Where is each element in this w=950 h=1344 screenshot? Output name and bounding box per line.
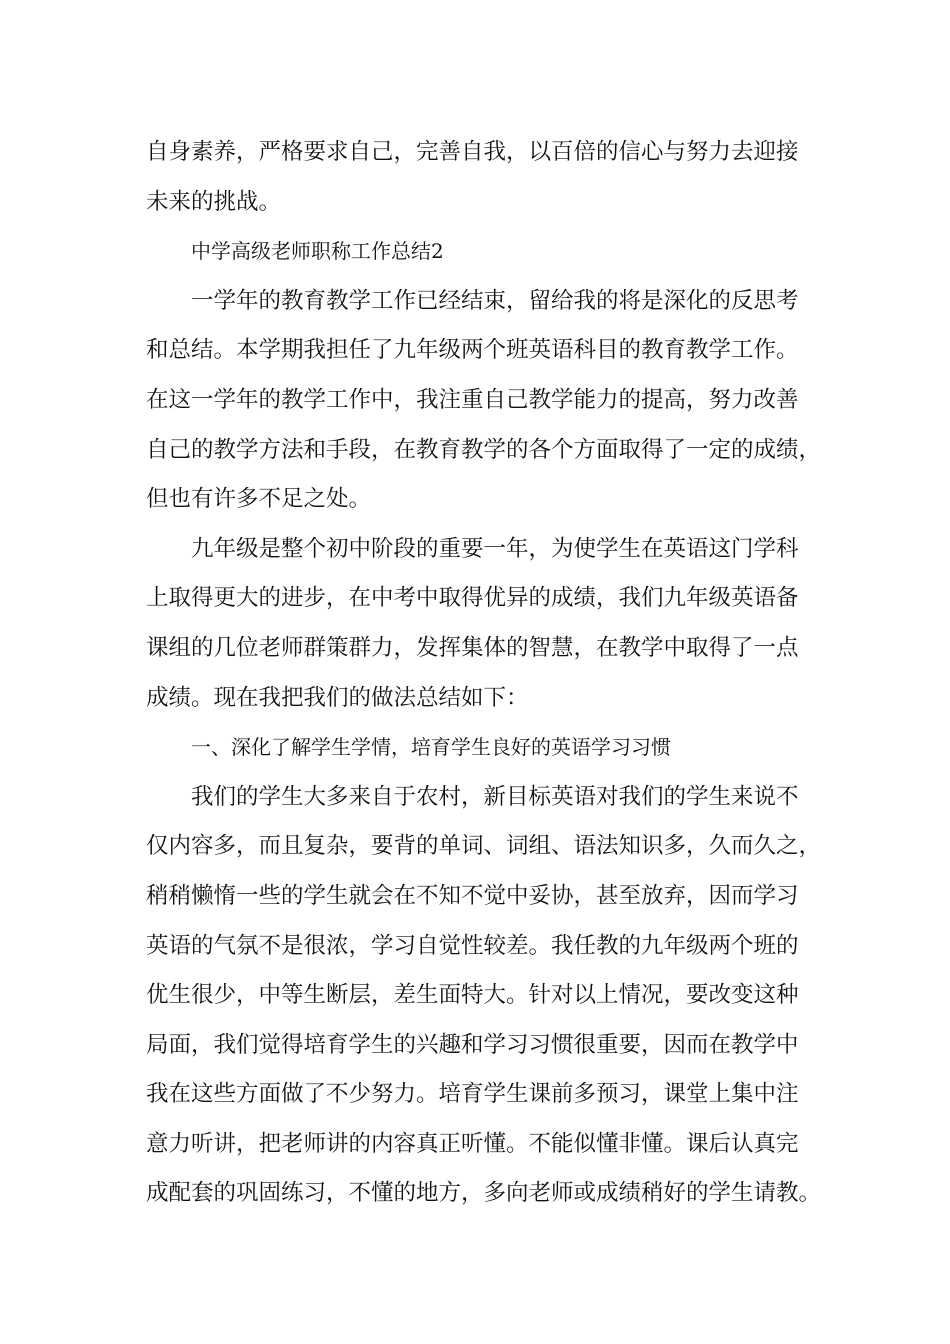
text-line: 我们的学生大多来自于农村，新目标英语对我们的学生来说不: [191, 783, 799, 810]
text-line: 但也有许多不足之处。: [146, 486, 372, 513]
text-line: 优生很少，中等生断层，差生面特大。针对以上情况，要改变这种: [146, 982, 799, 1009]
text-line: 课组的几位老师群策群力，发挥集体的智慧，在教学中取得了一点: [146, 634, 799, 661]
section-title: 中学高级老师职称工作总结2: [191, 239, 444, 264]
text-line: 自己的教学方法和手段，在教育教学的各个方面取得了一定的成绩，: [146, 436, 822, 463]
text-line: 未来的挑战。: [146, 188, 282, 215]
section-heading: 一、深化了解学生学情，培育学生良好的英语学习习惯: [191, 735, 671, 760]
text-line: 英语的气氛不是很浓，学习自觉性较差。我任教的九年级两个班的: [146, 932, 799, 959]
text-line: 上取得更大的进步，在中考中取得优异的成绩，我们九年级英语备: [146, 585, 799, 612]
text-line: 仅内容多，而且复杂，要背的单词、词组、语法知识多，久而久之，: [146, 833, 822, 860]
text-line: 成绩。现在我把我们的做法总结如下：: [146, 684, 529, 711]
text-line: 稍稍懒惰一些的学生就会在不知不觉中妥协，甚至放弃，因而学习: [146, 882, 799, 909]
text-line: 一学年的教育教学工作已经结束，留给我的将是深化的反思考: [191, 287, 799, 314]
text-line: 和总结。本学期我担任了九年级两个班英语科目的教育教学工作。: [146, 337, 799, 364]
text-line: 局面，我们觉得培育学生的兴趣和学习习惯很重要，因而在教学中: [146, 1031, 799, 1058]
document-body: [146, 128, 826, 1219]
text-line: 在这一学年的教学工作中，我注重自己教学能力的提高，努力改善: [146, 386, 799, 413]
text-line: 意力听讲，把老师讲的内容真正听懂。不能似懂非懂。课后认真完: [146, 1130, 799, 1157]
text-line: 九年级是整个初中阶段的重要一年，为使学生在英语这门学科: [191, 535, 799, 562]
text-line: 自身素养，严格要求自己，完善自我，以百倍的信心与努力去迎接: [146, 139, 799, 165]
text-line: 成配套的巩固练习，不懂的地方，多向老师或成绩稍好的学生请教。: [146, 1180, 822, 1207]
text-line: 我在这些方面做了不少努力。培育学生课前多预习，课堂上集中注: [146, 1081, 799, 1108]
